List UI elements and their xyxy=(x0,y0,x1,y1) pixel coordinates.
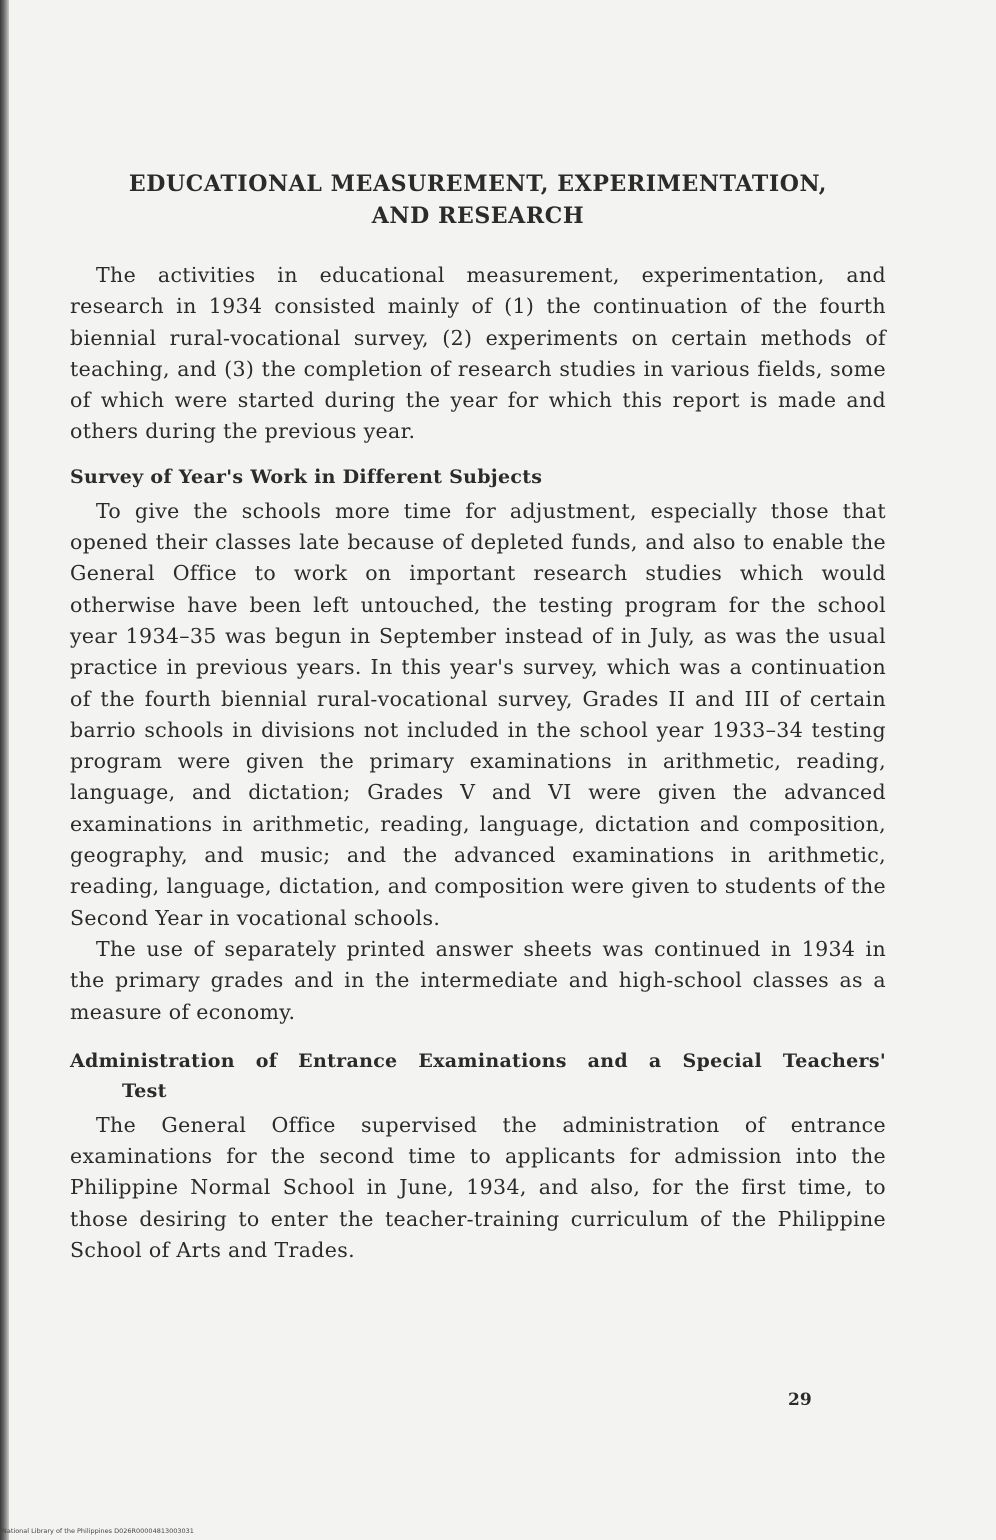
chapter-title-line-1: EDUCATIONAL MEASUREMENT, EXPERIMENTATION, xyxy=(128,171,828,197)
section-heading-survey: Survey of Year's Work in Different Subjects xyxy=(70,465,543,488)
document-page xyxy=(70,168,886,1266)
book-spine-edge xyxy=(0,0,9,1540)
section-heading-administration: Administration of Entrance Examinations and a Special Teachers' Test xyxy=(70,1049,886,1102)
intro-paragraph: The activities in educational measurement, experimentation, and research in 1934 consisted mainly of (1) the continuation of the fourth biennial rural-vocational survey, (2) experiments on certain methods of teaching, and (3) the completion of research studies in various fields, some of which were started during the year for which this report is made and others during the previous year. xyxy=(70,263,886,444)
administration-paragraph-1: The General Office supervised the administration of entrance examinations for the second time to applicants for admission into the Philippine Normal School in June, 1934, and also, for the first time, to those desiring to enter the teacher-training curriculum of the Philippine School of Arts and Trades. xyxy=(70,1112,886,1263)
footer-credit: National Library of the Philippines D026R00004813003031 xyxy=(2,1527,194,1535)
survey-paragraph-2: The use of separately printed answer sheets was continued in 1934 in the primary grades and in the intermediate and high-school classes as a measure of economy. xyxy=(70,936,886,1024)
page-number: 29 xyxy=(788,1390,812,1410)
chapter-title-line-2: AND RESEARCH xyxy=(371,203,585,229)
chapter-title xyxy=(70,168,886,232)
survey-paragraph-1: To give the schools more time for adjustment, especially those that opened their classes late because of depleted funds, and also to enable the General Office to work on important research studies which would otherwise have been left untouched, the testing program for the school year 1934–35 was begun in September instead of in July, as was the usual practice in previous years. In this year's survey, which was a continuation of the fourth biennial rural-vocational survey, Grades II and III of certain barrio schools in divisions not included in the school year 1933–34 testing program were given the primary examinations in arithmetic, reading, language, and dictation; Grades V and VI were given the advanced examinations in arithmetic, reading, language, dictation and composition, geography, and music; and the advanced examinations in arithmetic, reading, language, dictation, and composition were given to students of the Second Year in vocational schools. xyxy=(70,498,886,930)
